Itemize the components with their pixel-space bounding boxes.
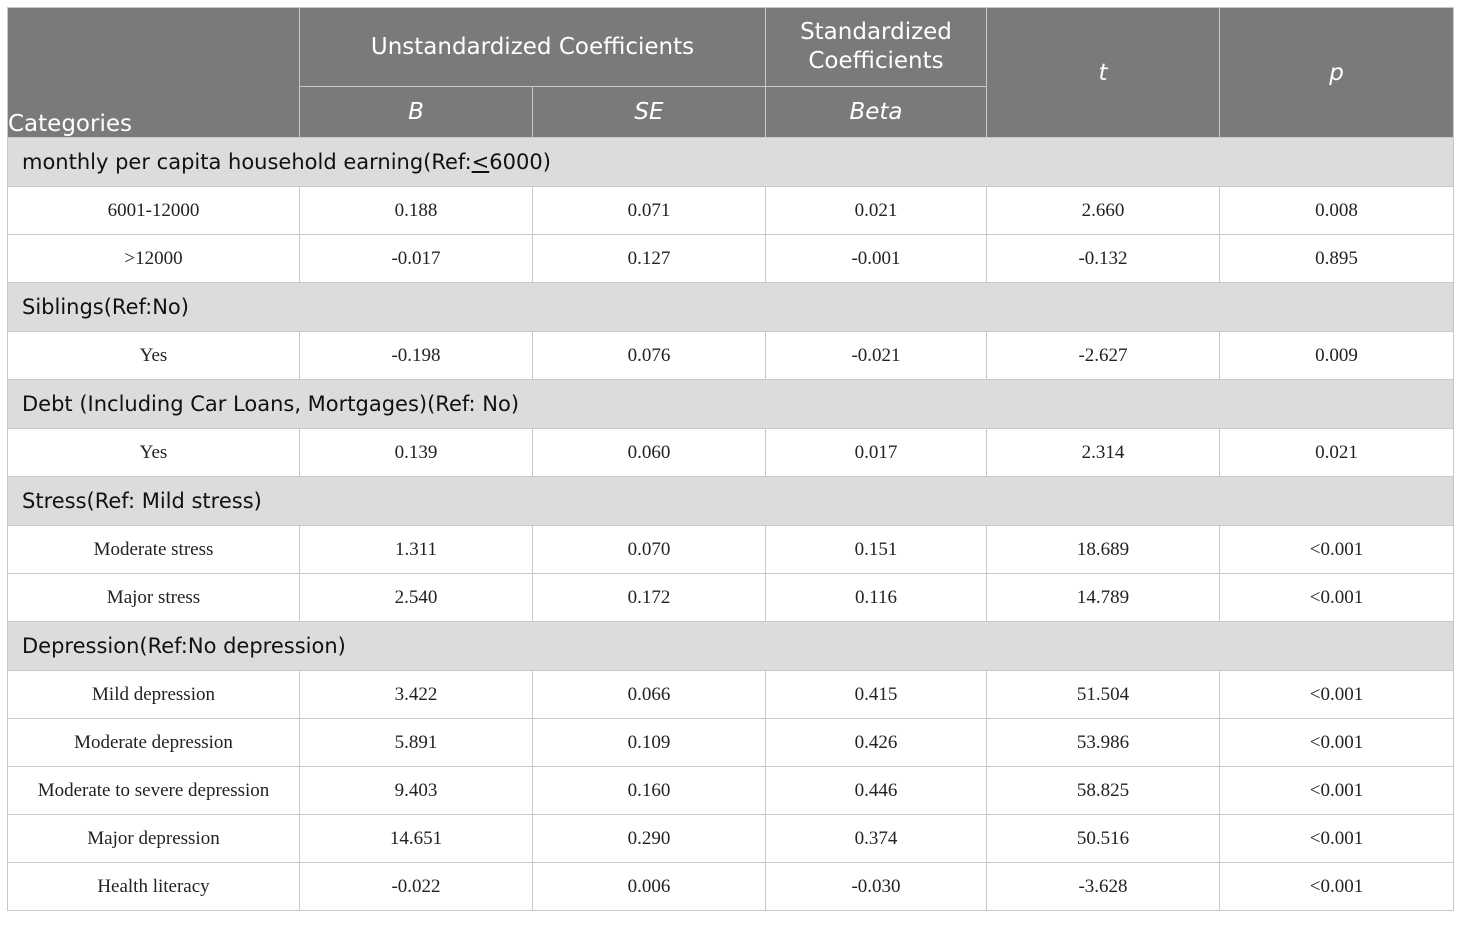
cell-category: >12000 bbox=[8, 235, 300, 283]
table-row bbox=[8, 526, 1454, 574]
section-label: monthly per capita household earning(Ref:<6000) bbox=[8, 138, 1454, 187]
cell-se: 0.290 bbox=[533, 815, 766, 863]
cell-se: 0.172 bbox=[533, 574, 766, 622]
cell-t: 2.314 bbox=[987, 429, 1220, 477]
cell-se: 0.127 bbox=[533, 235, 766, 283]
cell-t: 50.516 bbox=[987, 815, 1220, 863]
cell-category: Health literacy bbox=[8, 863, 300, 911]
table-row bbox=[8, 332, 1454, 380]
cell-p: 0.895 bbox=[1220, 235, 1454, 283]
cell-category: Moderate to severe depression bbox=[8, 767, 300, 815]
header-b: B bbox=[300, 87, 533, 138]
table-row bbox=[8, 719, 1454, 767]
table-row bbox=[8, 187, 1454, 235]
table-row bbox=[8, 815, 1454, 863]
cell-category: Yes bbox=[8, 332, 300, 380]
cell-beta: 0.017 bbox=[766, 429, 987, 477]
cell-beta: -0.021 bbox=[766, 332, 987, 380]
regression-table bbox=[7, 7, 1454, 911]
cell-t: 58.825 bbox=[987, 767, 1220, 815]
cell-p: <0.001 bbox=[1220, 815, 1454, 863]
section-label: Debt (Including Car Loans, Mortgages)(Ref: No) bbox=[8, 380, 1454, 429]
cell-category: Major depression bbox=[8, 815, 300, 863]
cell-category: Yes bbox=[8, 429, 300, 477]
section-row-debt bbox=[8, 380, 1454, 429]
table-row bbox=[8, 429, 1454, 477]
cell-beta: 0.021 bbox=[766, 187, 987, 235]
cell-b: 1.311 bbox=[300, 526, 533, 574]
cell-t: 53.986 bbox=[987, 719, 1220, 767]
cell-t: 2.660 bbox=[987, 187, 1220, 235]
cell-p: 0.008 bbox=[1220, 187, 1454, 235]
header-categories: Categories bbox=[8, 8, 300, 138]
cell-p: <0.001 bbox=[1220, 526, 1454, 574]
cell-p: <0.001 bbox=[1220, 719, 1454, 767]
cell-se: 0.071 bbox=[533, 187, 766, 235]
cell-t: -0.132 bbox=[987, 235, 1220, 283]
cell-category: 6001-12000 bbox=[8, 187, 300, 235]
cell-t: 18.689 bbox=[987, 526, 1220, 574]
cell-se: 0.060 bbox=[533, 429, 766, 477]
table-row bbox=[8, 863, 1454, 911]
cell-p: 0.021 bbox=[1220, 429, 1454, 477]
cell-t: 14.789 bbox=[987, 574, 1220, 622]
cell-p: <0.001 bbox=[1220, 767, 1454, 815]
cell-beta: -0.001 bbox=[766, 235, 987, 283]
cell-p: <0.001 bbox=[1220, 863, 1454, 911]
cell-beta: -0.030 bbox=[766, 863, 987, 911]
section-label: Stress(Ref: Mild stress) bbox=[8, 477, 1454, 526]
cell-b: 5.891 bbox=[300, 719, 533, 767]
cell-b: -0.198 bbox=[300, 332, 533, 380]
cell-p: 0.009 bbox=[1220, 332, 1454, 380]
cell-b: -0.017 bbox=[300, 235, 533, 283]
cell-t: 51.504 bbox=[987, 671, 1220, 719]
cell-se: 0.006 bbox=[533, 863, 766, 911]
section-row-depression bbox=[8, 622, 1454, 671]
cell-beta: 0.415 bbox=[766, 671, 987, 719]
cell-se: 0.109 bbox=[533, 719, 766, 767]
cell-beta: 0.116 bbox=[766, 574, 987, 622]
cell-b: 0.139 bbox=[300, 429, 533, 477]
cell-beta: 0.151 bbox=[766, 526, 987, 574]
cell-se: 0.066 bbox=[533, 671, 766, 719]
header-beta: Beta bbox=[766, 87, 987, 138]
section-row-siblings bbox=[8, 283, 1454, 332]
cell-category: Mild depression bbox=[8, 671, 300, 719]
section-label: Depression(Ref:No depression) bbox=[8, 622, 1454, 671]
cell-se: 0.070 bbox=[533, 526, 766, 574]
section-label: Siblings(Ref:No) bbox=[8, 283, 1454, 332]
header-standardized: Standardized Coefficients bbox=[766, 8, 987, 87]
table-row bbox=[8, 671, 1454, 719]
cell-beta: 0.426 bbox=[766, 719, 987, 767]
cell-t: -3.628 bbox=[987, 863, 1220, 911]
cell-b: 9.403 bbox=[300, 767, 533, 815]
header-p: p bbox=[1220, 8, 1454, 138]
header-se: SE bbox=[533, 87, 766, 138]
less-than-or-equal-symbol: < bbox=[471, 150, 490, 174]
cell-se: 0.160 bbox=[533, 767, 766, 815]
cell-beta: 0.374 bbox=[766, 815, 987, 863]
section-row-income bbox=[8, 138, 1454, 187]
cell-category: Moderate stress bbox=[8, 526, 300, 574]
section-row-stress bbox=[8, 477, 1454, 526]
table-row bbox=[8, 767, 1454, 815]
cell-p: <0.001 bbox=[1220, 671, 1454, 719]
cell-b: 14.651 bbox=[300, 815, 533, 863]
cell-t: -2.627 bbox=[987, 332, 1220, 380]
cell-b: 2.540 bbox=[300, 574, 533, 622]
cell-b: 3.422 bbox=[300, 671, 533, 719]
table-row bbox=[8, 235, 1454, 283]
header-unstandardized: Unstandardized Coefficients bbox=[300, 8, 766, 87]
cell-category: Moderate depression bbox=[8, 719, 300, 767]
cell-category: Major stress bbox=[8, 574, 300, 622]
table-header bbox=[8, 8, 1454, 138]
cell-b: 0.188 bbox=[300, 187, 533, 235]
table-row bbox=[8, 574, 1454, 622]
cell-p: <0.001 bbox=[1220, 574, 1454, 622]
cell-b: -0.022 bbox=[300, 863, 533, 911]
header-t: t bbox=[987, 8, 1220, 138]
cell-beta: 0.446 bbox=[766, 767, 987, 815]
cell-se: 0.076 bbox=[533, 332, 766, 380]
